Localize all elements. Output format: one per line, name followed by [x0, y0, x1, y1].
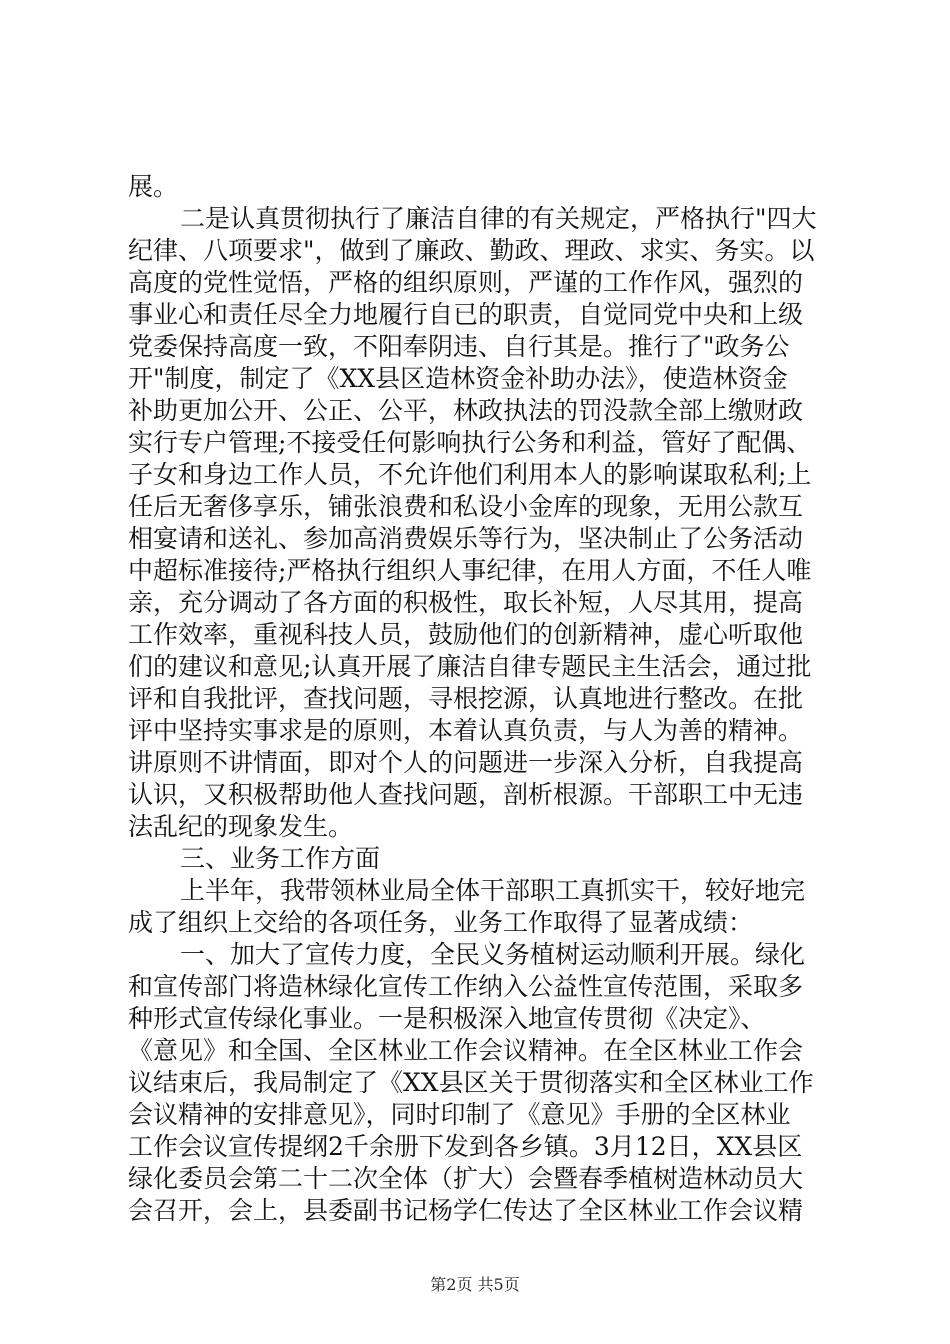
text-line: 会议精神的安排意见》，同时印制了《意见》手册的全区林业: [128, 1100, 791, 1129]
document-body: [128, 171, 828, 1227]
text-line: 们的建议和意见;认真开展了廉洁自律专题民主生活会，通过批: [128, 652, 812, 681]
text-line: 开"制度，制定了《XX县区造林资金补助办法》，使造林资金: [128, 364, 788, 393]
text-line: 中超标准接待;严格执行组织人事纪律，在用人方面，不任人唯: [128, 556, 812, 585]
text-line: 一、加大了宣传力度，全民义务植树运动顺利开展。绿化: [180, 940, 806, 969]
text-line: 相宴请和送礼、参加高消费娱乐等行为，坚决制止了公务活动: [128, 524, 804, 553]
text-line: 工作效率，重视科技人员，鼓励他们的创新精神，虚心听取他: [128, 620, 804, 649]
text-line: 子女和身边工作人员，不允许他们利用本人的影响谋取私利;上: [128, 460, 812, 489]
text-line: 补助更加公开、公正、公平，林政执法的罚没款全部上缴财政: [128, 396, 804, 425]
text-line: 认识，又积极帮助他人查找问题，剖析根源。干部职工中无违: [128, 780, 804, 809]
text-line: 成了组织上交给的各项任务，业务工作取得了显著成绩：: [128, 908, 754, 937]
text-line: 讲原则不讲情面，即对个人的问题进一步深入分析，自我提高: [128, 748, 804, 777]
text-line: 绿化委员会第二十二次全体（扩大）会暨春季植树造林动员大: [128, 1164, 804, 1193]
text-line: 工作会议宣传提纲2千余册下发到各乡镇。3月12日，XX县区: [128, 1132, 803, 1161]
page-number-footer: 第2页 共5页: [430, 1275, 520, 1294]
text-line: 事业心和责任尽全力地履行自已的职责，自觉同党中央和上级: [128, 300, 804, 329]
text-line: 任后无奢侈享乐，铺张浪费和私设小金库的现象，无用公款互: [128, 492, 804, 521]
text-line: 实行专户管理;不接受任何影响执行公务和利益，管好了配偶、: [128, 428, 812, 457]
text-line: 二是认真贯彻执行了廉洁自律的有关规定，严格执行"四大: [180, 204, 817, 233]
text-line: 亲，充分调动了各方面的积极性，取长补短，人尽其用，提高: [128, 588, 804, 617]
text-line: 展。: [128, 172, 179, 201]
text-line: 评和自我批评，查找问题，寻根挖源，认真地进行整改。在批: [128, 684, 804, 713]
text-line: 和宣传部门将造林绿化宣传工作纳入公益性宣传范围，采取多: [128, 972, 804, 1001]
text-line: 上半年，我带领林业局全体干部职工真抓实干，较好地完: [180, 876, 806, 905]
text-line: 议结束后，我局制定了《XX县区关于贯彻落实和全区林业工作: [128, 1068, 814, 1097]
text-line: 法乱纪的现象发生。: [128, 812, 354, 841]
text-line: 纪律、八项要求"，做到了廉政、勤政、理政、求实、务实。以: [128, 236, 815, 265]
text-line: 高度的党性觉悟，严格的组织原则，严谨的工作作风，强烈的: [128, 268, 804, 297]
text-line: 会召开，会上，县委副书记杨学仁传达了全区林业工作会议精: [128, 1196, 804, 1225]
text-line: 党委保持高度一致，不阳奉阴违、自行其是。推行了"政务公: [128, 332, 790, 361]
text-line: 评中坚持实事求是的原则，本着认真负责，与人为善的精神。: [128, 716, 804, 745]
section-heading: 三、业务工作方面: [180, 844, 381, 873]
text-line: 《意见》和全国、全区林业工作会议精神。在全区林业工作会: [128, 1036, 804, 1065]
text-line: 种形式宣传绿化事业。一是积极深入地宣传贯彻《决定》、: [128, 1004, 766, 1033]
